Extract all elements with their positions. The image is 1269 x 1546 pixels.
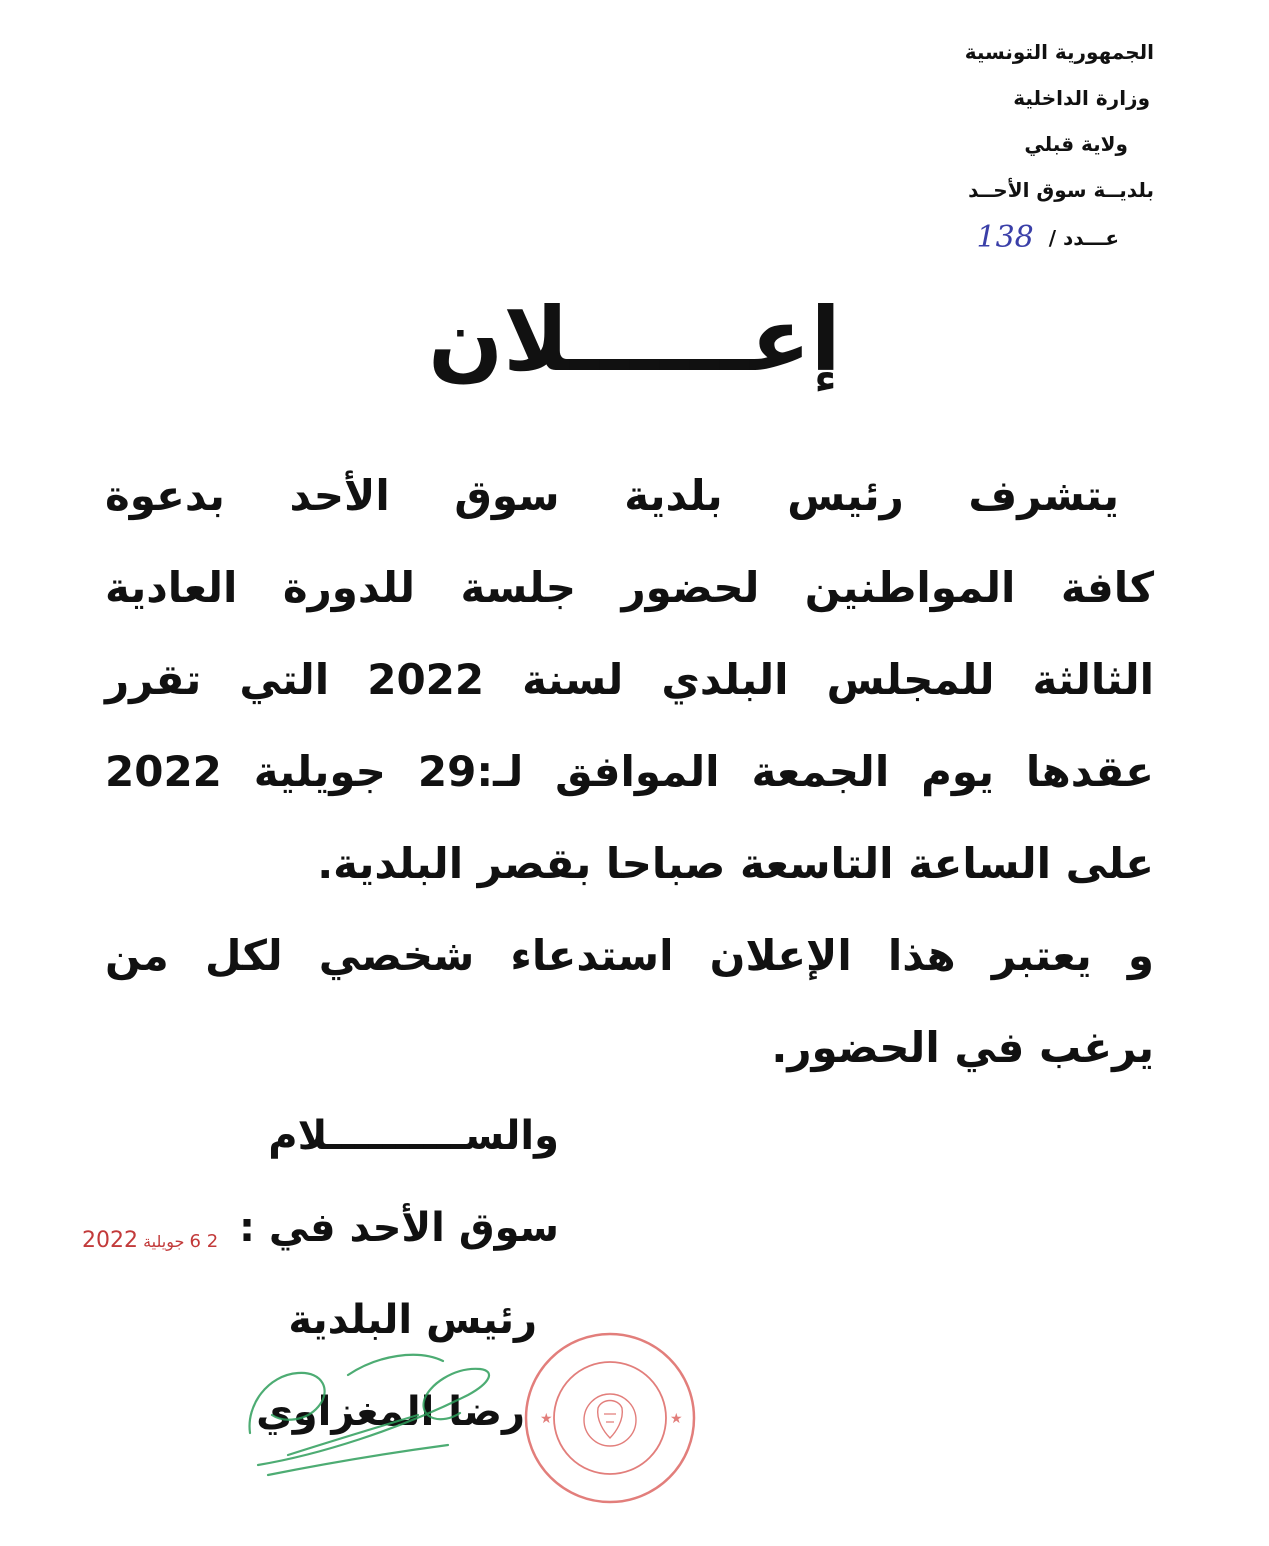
date-stamp-month: جويلية <box>143 1232 185 1251</box>
date-stamp-day: 2 6 <box>189 1231 219 1252</box>
country-name: الجمهورية التونسية <box>964 40 1154 64</box>
svg-text:★: ★ <box>670 1411 683 1427</box>
document-title: إعــــــلان <box>428 288 841 391</box>
letterhead <box>854 40 1154 255</box>
body-line: كافة المواطنين لحضور جلسة للدورة العادية <box>105 563 1154 612</box>
reference-line <box>854 220 1154 255</box>
reference-label: عـــدد / <box>1048 226 1119 250</box>
body-line: الثالثة للمجلس البلدي لسنة 2022 التي تقرر <box>105 655 1154 704</box>
closing-name: رضا المغزاوي <box>256 1389 525 1435</box>
closing-greeting: والســــــــــلام <box>268 1113 559 1159</box>
svg-text:★: ★ <box>540 1411 553 1427</box>
announcement-body <box>105 450 1154 1094</box>
municipality-name: بلديــة سوق الأحــد <box>968 178 1154 202</box>
body-line: يتشرف رئيس بلدية سوق الأحد بدعوة <box>105 471 1119 520</box>
ministry-name: وزارة الداخلية <box>1013 86 1150 110</box>
governorate-name: ولاية قبلي <box>1024 132 1128 156</box>
closing-place-date: سوق الأحد في : <box>238 1205 559 1251</box>
body-line: يرغب في الحضور. <box>771 1023 1154 1072</box>
reference-number: 138 <box>976 220 1034 255</box>
date-stamp-year: 2022 <box>82 1228 138 1253</box>
body-line: و يعتبر هذا الإعلان استدعاء شخصي لكل من <box>105 931 1154 980</box>
closing-position: رئيس البلدية <box>288 1297 537 1343</box>
official-seal <box>520 1328 700 1508</box>
date-stamp <box>72 1228 218 1253</box>
body-line: عقدها يوم الجمعة الموافق لـ:29 جويلية 2022 <box>105 747 1154 796</box>
body-line: على الساعة التاسعة صباحا بقصر البلدية. <box>317 839 1154 888</box>
signature-mark <box>228 1335 528 1485</box>
